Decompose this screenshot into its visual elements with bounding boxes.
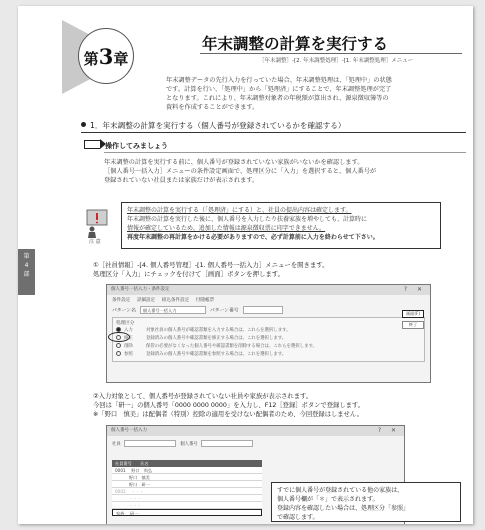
radio-icon[interactable] — [116, 351, 121, 356]
option-view[interactable] — [116, 351, 421, 359]
window-title: 個人番号一括入力 - 条件設定 — [111, 287, 170, 292]
instruction-paragraph — [104, 158, 376, 185]
instruction-line: 登録されていない社員または家族だけが表示されます。 — [104, 177, 259, 184]
window-titlebar — [107, 426, 404, 436]
warning-line: 情報が確定しているため、追加した情報は源泉徴収票に印字できません。 — [127, 225, 326, 232]
employee-table — [112, 460, 262, 516]
step-line: ①［社員情報］-[4. 個人番号管理］-[1. 個人番号一括入力］メニューを開きます。 — [93, 261, 329, 269]
filter-fields — [112, 440, 256, 447]
window-title: 個人番号一括入力 — [111, 428, 147, 433]
table-row[interactable]: 0002 ・・・ — [112, 488, 262, 495]
chapter-badge — [78, 28, 134, 84]
warning-line: 年末調整の計算を実行する（「処理済」にする）と、社員の提出内容は確定します。 — [127, 207, 352, 214]
pattern-row — [107, 305, 430, 315]
warning-line: 再度年末調整の再計算をかける必要がありますので、必ず計算前に入力を終わらせて下さい。 — [127, 234, 379, 241]
radio-icon[interactable] — [116, 343, 121, 348]
pattern-name-input[interactable]: 個人番号一括入力 — [140, 306, 206, 314]
option-label: 入力 — [124, 328, 133, 333]
chapter-number: 3 — [98, 43, 114, 69]
step-1-text — [93, 261, 329, 279]
option-label: 参照 — [124, 352, 133, 357]
instruction-line: ［個人番号一括入力］メニューの条件設定画面で、処理区分に「入力」を選択すると、個人番号が — [104, 168, 377, 175]
table-row[interactable]: 野口 研一 — [112, 481, 262, 488]
number-field-label: 個人番号 — [180, 442, 198, 447]
intro-line: 年末調整データの先行入力を行っていた場合、年末調整処理は、「処理中」の状態 — [166, 77, 392, 84]
intro-line: となります。これにより、年末調整対象者の年税額が算出され、源泉徴収簿等の — [166, 95, 389, 102]
settings-tabs — [107, 295, 430, 305]
side-tab-line3: 部 — [23, 271, 30, 278]
bullet-icon — [81, 122, 86, 127]
document-page — [18, 6, 473, 524]
option-label: 削除 — [124, 344, 133, 349]
employee-field-label: 社員 — [112, 442, 121, 447]
callout-line: で確認します。 — [277, 514, 319, 521]
step-line: 今回は「研一」の個人番号「0000 0000 0000」を入力し、F12［登録］ボタンで登録します。 — [93, 402, 365, 409]
intro-line: です。計算を行い、「処理中」から「処理済」にすることで、年末調整処理が完了 — [166, 86, 392, 93]
tab-filter[interactable]: 紐込条件設定 — [161, 298, 190, 303]
try-it-heading — [84, 140, 168, 151]
warning-caption: 注 意 — [89, 239, 101, 245]
chapter-prefix: 第 — [83, 49, 99, 68]
intro-paragraph — [166, 76, 464, 112]
tab-detail[interactable]: 詳細設定 — [136, 298, 156, 303]
section-heading-text: 1．年末調整の計算を実行する（個人番号が登録されているかを確認する） — [90, 121, 346, 130]
step-2-text — [93, 392, 364, 419]
process-type-title: 処理区分 — [116, 321, 135, 326]
callout-note — [271, 482, 461, 522]
window-titlebar — [107, 285, 430, 295]
try-it-label: 操作してみましょう — [105, 142, 168, 150]
option-desc: 登録済みの個人番号や確認書類を参照する場合は、これを選択します。 — [146, 352, 287, 357]
page-title: 年末調整の計算を実行する — [202, 35, 389, 53]
table-row[interactable]: 野口 慎美 — [112, 474, 262, 481]
breadcrumb: ［年末調整］-[2. 年末調整処理］-[1. 年末調整処理］メニュー — [259, 58, 414, 64]
exit-button[interactable]: 終了 — [402, 321, 424, 329]
arrow-right-icon — [84, 140, 100, 149]
chapter-suffix: 章 — [113, 49, 129, 68]
callout-line: すでに個人番号が登録されている他の家族は、 — [277, 487, 404, 494]
section-heading — [81, 120, 345, 131]
option-label: 修正 — [124, 336, 133, 341]
screen-button[interactable]: 画面(F) — [402, 310, 424, 318]
option-input[interactable] — [116, 327, 421, 335]
option-desc: 保管の必要がなくなった個人番号や確認書類を削除する場合は、これらを選択します。 — [146, 344, 317, 349]
pattern-number-label: パターン番号 — [209, 308, 239, 314]
presenter-warning-icon — [86, 208, 108, 238]
part-side-tab — [18, 249, 35, 295]
section-rule — [81, 132, 466, 133]
title-underline — [200, 53, 462, 54]
tab-reports[interactable]: 付随帳票 — [195, 298, 215, 303]
employee-field[interactable] — [124, 440, 176, 447]
instruction-line: 年末調整の計算を実行する前に、個人番号が登録されていない家族がいないかを確認します。 — [104, 159, 364, 166]
process-type-group — [112, 317, 425, 362]
step-line: 処理区分「入力」にチェックを付けて［画面］ボタンを押します。 — [93, 270, 285, 278]
option-desc: 登録済みの個人番号や確認書類を修正する場合は、これを選択します。 — [146, 336, 287, 341]
chapter-label — [84, 44, 129, 69]
step-line: ※「野口 慎美」は配偶者（特別）控除の適用を受けない配偶者のため、今回登録はしません。 — [93, 411, 363, 418]
callout-line: 個人番号欄が「＊」で表示されます。 — [277, 496, 379, 503]
table-row[interactable]: ・・・ — [112, 495, 262, 502]
tab-condition[interactable]: 条件設定 — [112, 298, 131, 303]
table-row[interactable]: 0001 野口 尚弘 — [112, 467, 262, 474]
warning-line: 年末調整の計算を実行した後に、個人番号を入力したり扶養家族を増やしても、計算時に — [127, 216, 368, 223]
pattern-number-input[interactable] — [243, 306, 283, 314]
highlight-circle — [108, 332, 130, 342]
window-controls[interactable]: ? ✕ — [377, 427, 400, 434]
callout-line: 登録内容を確認したい場合は、処理区分「参照」 — [277, 505, 410, 512]
condition-settings-window — [106, 284, 431, 383]
try-it-rule — [104, 152, 466, 153]
number-field[interactable] — [201, 440, 253, 447]
step-line: ②入力対象として、個人番号が登録されていない社員や家族が表示されます。 — [93, 393, 313, 400]
option-delete[interactable] — [116, 343, 421, 351]
table-row[interactable]: ・・・ — [112, 502, 262, 509]
window-buttons — [402, 310, 424, 329]
window-controls[interactable]: ? ✕ — [403, 286, 426, 293]
option-desc: 対象社員の個人番号が確認書類を入力する場合は、これらを選択します。 — [146, 328, 291, 333]
side-tab-line2: 4 — [24, 262, 29, 269]
pattern-name-label: パターン名 — [112, 308, 136, 314]
side-tab-line1: 第 — [23, 253, 30, 260]
warning-box — [121, 202, 441, 249]
table-header: 社員番号 氏名 — [112, 460, 262, 467]
table-row-selected[interactable]: 家族 研一 — [112, 509, 262, 516]
intro-line: 資料を作成することができます。 — [166, 104, 259, 111]
option-edit[interactable] — [116, 335, 421, 343]
